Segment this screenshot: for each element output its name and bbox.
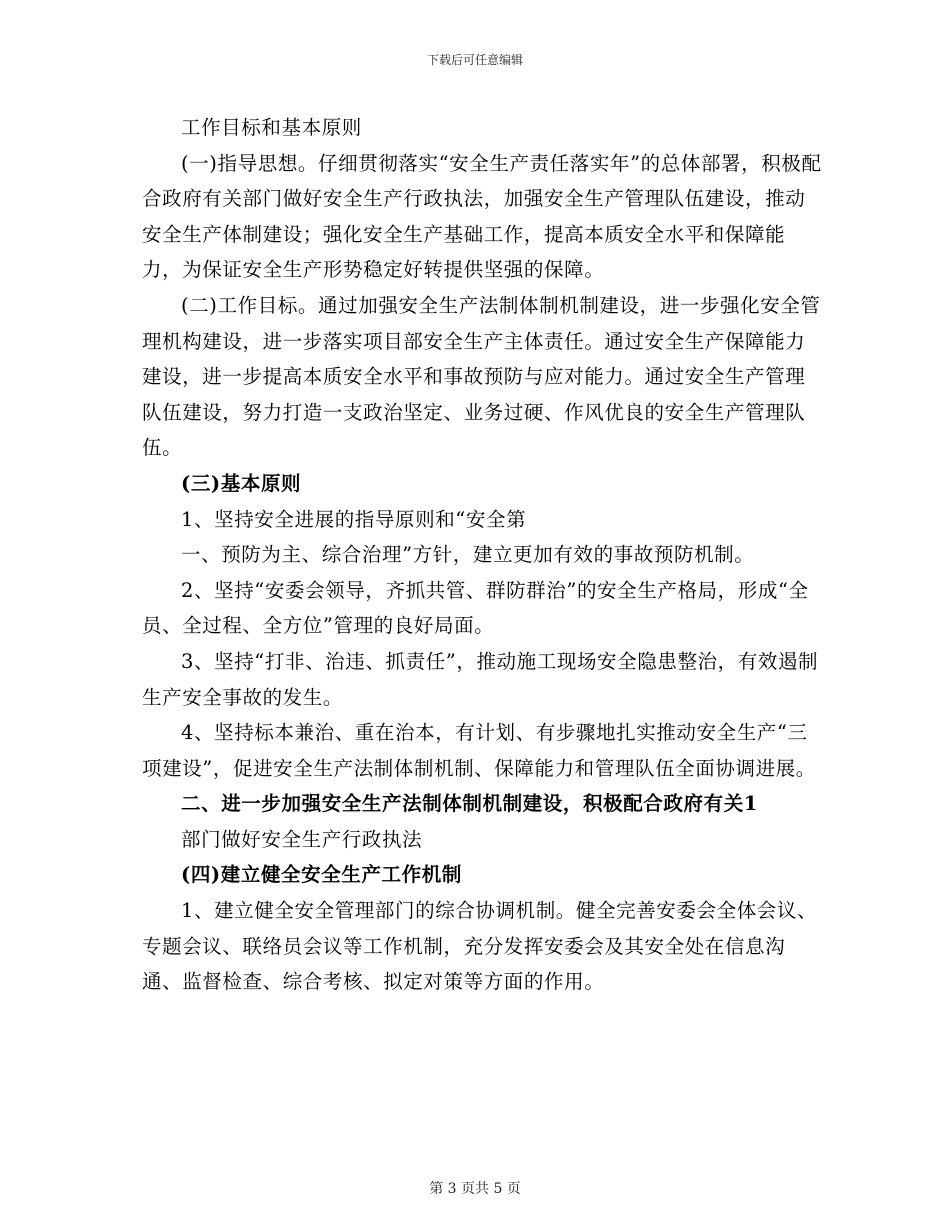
heading-section-2: 二、进一步加强安全生产法制体制机制建设，积极配合政府有关1 [181,792,758,816]
paragraph-guiding-thought: (一)指导思想。仔细贯彻落实“安全生产责任落实年”的总体部署，积极配合政府有关部门做好安全生产行政执法，加强安全生产管理队伍建设，推动安全生产体制建设；强化安全生产基础工作，提高本质安全水平和保障能力，为保证安全生产形势稳定好转提供坚强的保障。 [142,151,822,282]
heading-work-mechanism: (四)建立健全安全生产工作机制 [181,863,462,887]
list-item-principle-4: 4、坚持标本兼治、重在治本，有计划、有步骤地扎实推动安全生产“三项建设”，促进安全生产法制体制机制、保障能力和管理队伍全面协调进展。 [142,721,816,780]
paragraph-title: 工作目标和基本原则 [181,116,362,139]
paragraph-work-goal: (二)工作目标。通过加强安全生产法制体制机制建设，进一步强化安全管理机构建设，进一步落实项目部安全生产主体责任。通过安全生产保障能力建设，进一步提高本质安全水平和事故预防与应对能力。通过安全生产管理队伍建设，努力打造一支政治坚定、业务过硬、作风优良的安全生产管理队伍。 [142,293,821,460]
list-item-mechanism-1: 1、建立健全安全管理部门的综合协调机制。健全完善安委会全体会议、专题会议、联络员会议等工作机制，充分发挥安委会及其安全处在信息沟通、监督检查、综合考核、拟定对策等方面的作用。 [142,899,818,994]
list-item-principle-1b: 一、预防为主、综合治理”方针，建立更加有效的事故预防机制。 [181,543,755,567]
page-header: 下载后可任意编辑 [426,53,523,67]
paragraph-section-2-continued: 部门做好安全生产行政执法 [181,827,423,851]
list-item-principle-2: 2、坚持“安委会领导，齐抓共管、群防群治”的安全生产格局，形成“全员、全过程、全方位”管理的良好局面。 [142,578,809,638]
list-item-principle-3: 3、坚持“打非、治违、抓责任”，推动施工现场安全隐患整治，有效遏制生产安全事故的发生。 [142,649,819,709]
list-item-principle-1a: 1、坚持安全进展的指导原则和“安全第 [181,507,527,531]
page-footer: 第 3 页共 5 页 [429,1181,521,1197]
heading-basic-principles: (三)基本原则 [181,471,302,495]
document-body [142,110,822,1000]
